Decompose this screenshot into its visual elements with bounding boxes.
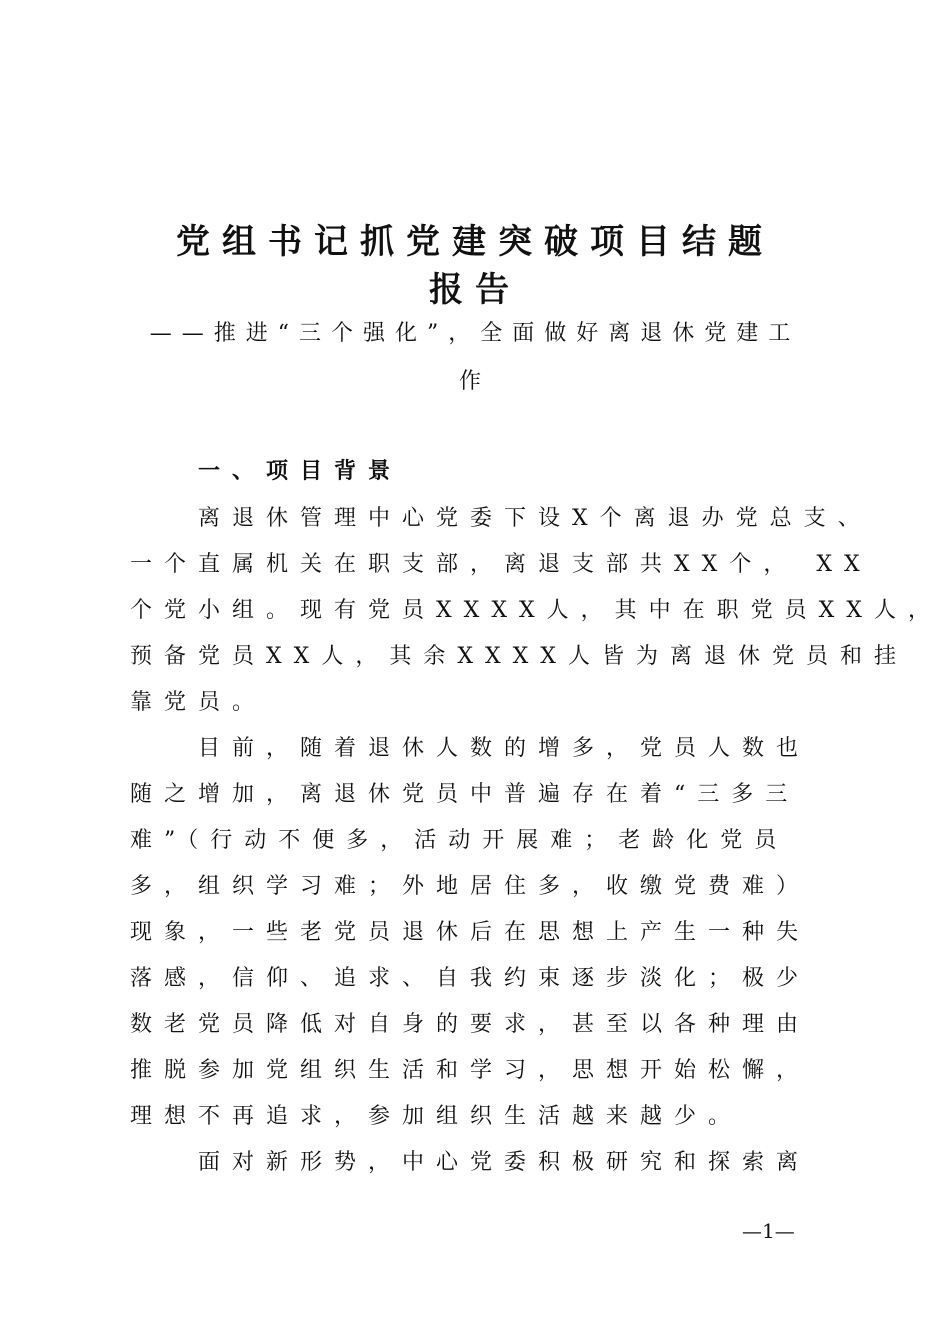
paragraph-2-line-1: 目前，随着退休人数的增多，党员人数也 [198, 736, 811, 761]
paragraph-1-line-5: 靠党员。 [130, 690, 267, 715]
paragraph-2-line-5: 现象，一些老党员退休后在思想上产生一种失 [130, 920, 811, 945]
paragraph-2-line-7: 数老党员降低对自身的要求，甚至以各种理由 [130, 1012, 811, 1037]
paragraph-2-line-3: 难”（行动不便多，活动开展难；老龄化党员 [130, 828, 789, 853]
document-title-line-1: 党组书记抓党建突破项目结题 [176, 222, 774, 262]
document-subtitle-line-1: ——推进“三个强化”，全面做好离退休党建工 [149, 321, 801, 346]
paragraph-2-line-9: 理想不再追求，参加组织生活越来越少。 [130, 1104, 743, 1129]
paragraph-2-line-2: 随之增加，离退休党员中普遍存在着“三多三 [130, 782, 800, 807]
page-number: —1— [742, 1219, 795, 1243]
paragraph-1-line-3: 个党小组。现有党员XXXX人，其中在职党员XX人， [130, 598, 942, 623]
paragraph-2-line-6: 落感，信仰、追求、自我约束逐步淡化；极少 [130, 966, 811, 991]
document-subtitle-line-2: 作 [458, 369, 491, 394]
paragraph-2-line-8: 推脱参加党组织生活和学习，思想开始松懈， [130, 1058, 811, 1083]
paragraph-2-line-4: 多，组织学习难；外地居住多，收缴党费难） [130, 874, 811, 899]
paragraph-1-line-4: 预备党员XX人，其余XXXX人皆为离退休党员和挂 [130, 644, 908, 669]
paragraph-1-line-2: 一个直属机关在职支部，离退支部共XX个， XX [130, 552, 872, 577]
paragraph-1-line-1: 离退休管理中心党委下设X个离退办党总支、 [198, 506, 872, 531]
paragraph-3-line-1: 面对新形势，中心党委积极研究和探索离 [198, 1150, 811, 1175]
section-heading: 一、项目背景 [198, 459, 403, 484]
document-title-line-2: 报告 [429, 270, 521, 310]
